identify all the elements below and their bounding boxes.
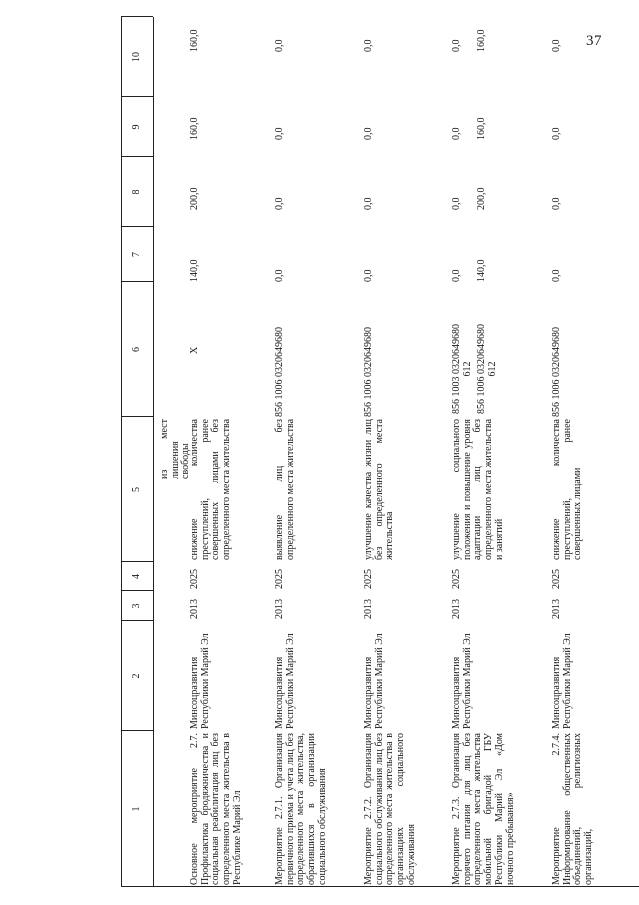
row-4-budget-code-a: 856 1003 0320649680 612 — [451, 324, 473, 414]
budget-table — [121, 7, 639, 887]
row-3-end-year: 2025 — [363, 569, 374, 589]
row-4-value-10a: 0,0 — [451, 39, 462, 52]
row-2-value-8: 0,0 — [274, 197, 285, 210]
row-4-value-8b: 200,0 — [476, 187, 487, 210]
row-4-value-9a: 0,0 — [451, 127, 462, 140]
page-number: 37 — [586, 33, 602, 49]
row-2-measure: Мероприятие 2.7.1. Организация первичного приема и учета лиц без определенного места жительства, обратившихся в организации социального обслуживания — [274, 733, 328, 885]
header-col-9: 9 — [131, 124, 142, 130]
row-1-value-10: 160,0 — [189, 29, 200, 52]
carry-over-text: из мест лишения свободы — [159, 419, 192, 479]
header-col-1: 1 — [131, 806, 142, 812]
row-5-start-year: 2013 — [551, 599, 562, 619]
row-1-value-9: 160,0 — [189, 117, 200, 140]
row-3-start-year: 2013 — [363, 599, 374, 619]
row-2-start-year: 2013 — [274, 599, 285, 619]
header-col-10: 10 — [131, 52, 142, 62]
header-col-3: 3 — [131, 603, 142, 609]
row-4-start-year: 2013 — [451, 599, 462, 619]
row-4-value-7a: 0,0 — [451, 269, 462, 282]
row-3-result: улучшение качества жизни лиц без определенного места жительства — [363, 419, 396, 560]
row-4-measure: Мероприятие 2.7.3. Организация горячего питания для лиц без определенного места жительства мобильной бригадой ГБУ Республики Марий Эл «Дом ночного пребывания» — [451, 733, 516, 885]
row-2-end-year: 2025 — [274, 569, 285, 589]
row-4-value-8a: 0,0 — [451, 197, 462, 210]
row-3-measure: Мероприятие 2.7.2. Организация социального обслуживания лиц без определенного места жительства в организациях социального обслуживания — [363, 733, 417, 885]
row-4-executor: Минсоцразвития Республики Марий Эл — [451, 633, 473, 729]
row-1-measure: Основное мероприятие 2.7. Профилактика бродяжничества и социальная реабилитация лиц без определенного места жительства в Республике Марий Эл — [189, 733, 243, 885]
row-4-value-10b: 160,0 — [476, 29, 487, 52]
row-4-value-9b: 160,0 — [476, 117, 487, 140]
header-bottom-border — [153, 17, 154, 887]
row-3-value-8: 0,0 — [363, 197, 374, 210]
header-col-5: 5 — [131, 487, 142, 492]
row-3-value-10: 0,0 — [363, 39, 374, 52]
row-3-value-9: 0,0 — [363, 127, 374, 140]
row-4-value-7b: 140,0 — [476, 259, 487, 282]
row-2-value-9: 0,0 — [274, 127, 285, 140]
row-5-measure: Мероприятие 2.7.4. Информирование общественных объединений, религиозных организаций, — [551, 733, 595, 885]
row-2-result: выявление лиц без определенного места жительства — [274, 418, 296, 560]
row-4-end-year: 2025 — [451, 569, 462, 589]
row-1-result: снижение количества преступлений, ранее совершенных лицами без определенного места жительства — [189, 418, 233, 560]
row-3-value-7: 0,0 — [363, 269, 374, 282]
row-5-result: снижение количества преступлений, ранее совершенных лицами — [551, 419, 584, 560]
row-1-value-8: 200,0 — [189, 187, 200, 210]
header-col-6: 6 — [131, 347, 142, 352]
row-5-value-10: 0,0 — [551, 39, 562, 52]
row-1-budget-code: Х — [189, 346, 200, 354]
row-1-executor: Минсоцразвития Республики Марий Эл — [189, 633, 211, 729]
row-2-value-7: 0,0 — [274, 269, 285, 282]
row-5-budget-code: 856 1006 0320649680 — [551, 327, 562, 417]
row-3-budget-code: 856 1006 0320649680 — [363, 327, 374, 417]
header-col-8: 8 — [131, 189, 142, 195]
row-2-budget-code: 856 1006 0320649680 — [274, 327, 285, 417]
row-5-value-7: 0,0 — [551, 269, 562, 282]
header-col-2: 2 — [131, 673, 142, 679]
row-1-start-year: 2013 — [189, 599, 200, 619]
row-2-value-10: 0,0 — [274, 39, 285, 52]
row-4-budget-code-b: 856 1006 0320649680 612 — [476, 324, 498, 414]
row-2-executor: Минсоцразвития Республики Марий Эл — [274, 633, 296, 729]
row-5-executor: Минсоцразвития Республики Марий Эл — [551, 633, 573, 729]
header-col-4: 4 — [131, 574, 142, 579]
row-5-value-8: 0,0 — [551, 197, 562, 210]
row-1-end-year: 2025 — [189, 569, 200, 589]
row-4-result: улучшение социального положения и повышение уровня адаптации лиц без определенного места жительства и занятий — [451, 418, 505, 560]
row-5-end-year: 2025 — [551, 569, 562, 589]
column-rule — [121, 886, 639, 887]
row-1-value-7: 140,0 — [189, 259, 200, 282]
row-5-value-9: 0,0 — [551, 127, 562, 140]
header-col-7: 7 — [131, 252, 142, 257]
row-3-executor: Минсоцразвития Республики Марий Эл — [363, 633, 385, 729]
